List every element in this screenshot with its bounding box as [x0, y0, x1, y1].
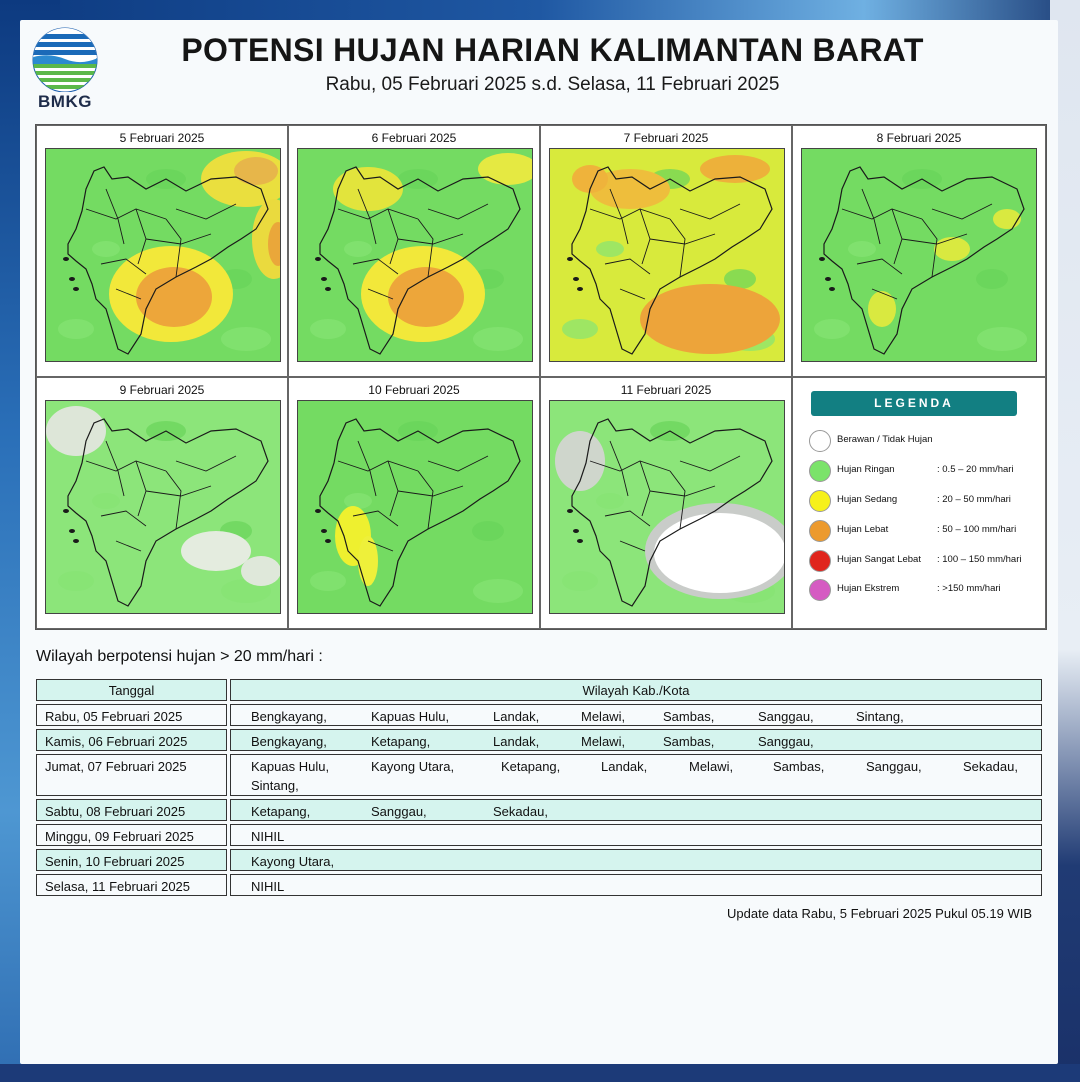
rainfall-map: [801, 148, 1037, 362]
rainfall-map-svg: [298, 149, 532, 361]
map-panel: [288, 125, 540, 377]
region-name: Sanggau,: [371, 804, 427, 819]
region-name: Sambas,: [663, 734, 715, 749]
region-name: Sekadau,: [963, 759, 1018, 774]
legend-item: [809, 550, 1039, 572]
region-name: Kapuas Hulu,: [251, 759, 330, 774]
table-header-row: [36, 679, 1042, 701]
map-date-label: 8 Februari 2025: [876, 131, 962, 145]
legend-swatch: [809, 490, 831, 512]
region-name: NIHIL: [251, 829, 285, 844]
legend-name: Hujan Sedang: [837, 494, 898, 505]
rain-texture: [310, 319, 346, 339]
rainfall-map-svg: [298, 401, 532, 613]
rainfall-map: [297, 400, 533, 614]
page-title: POTENSI HUJAN HARIAN KALIMANTAN BARAT: [181, 32, 924, 68]
row-areas: [230, 874, 1042, 896]
island: [829, 287, 835, 291]
table-row: [36, 874, 1042, 896]
rainfall-map: [549, 400, 785, 614]
rain-texture: [221, 327, 271, 351]
rainfall-map: [45, 400, 281, 614]
rain-intensity-area: [868, 291, 896, 327]
map-panel: [36, 125, 288, 377]
island: [825, 277, 831, 281]
island: [325, 539, 331, 543]
table-row: [36, 849, 1042, 871]
section-label: Wilayah berpotensi hujan > 20 mm/hari :: [36, 648, 323, 665]
map-date-label: 6 Februari 2025: [371, 131, 457, 145]
rainfall-map: [45, 148, 281, 362]
legend-name: Hujan Ekstrem: [837, 583, 900, 594]
region-name: Sambas,: [773, 759, 825, 774]
island: [573, 529, 579, 533]
row-areas: [230, 754, 1042, 796]
rain-texture: [473, 327, 523, 351]
infographic-card: [20, 20, 1058, 1064]
legend-swatch: [809, 550, 831, 572]
row-date: Rabu, 05 Februari 2025: [36, 704, 227, 726]
rainfall-map: [549, 148, 785, 362]
rain-texture: [473, 579, 523, 603]
table-header-areas: Wilayah Kab./Kota: [230, 679, 1042, 701]
legend-swatch: [809, 520, 831, 542]
island: [321, 277, 327, 281]
map-date-label: 5 Februari 2025: [119, 131, 205, 145]
rain-intensity-area: [934, 237, 970, 261]
background-band-bottom: [0, 1064, 1080, 1082]
rain-texture: [310, 571, 346, 591]
region-name: Melawi,: [581, 709, 626, 724]
island: [321, 529, 327, 533]
legend-item: [809, 579, 1039, 601]
island: [69, 277, 75, 281]
legend-range: : 0.5 – 20 mm/hari: [937, 464, 1014, 475]
legend-item: [809, 490, 1039, 512]
island: [819, 257, 825, 261]
rain-texture: [58, 319, 94, 339]
rain-intensity-area: [640, 284, 780, 354]
rain-texture: [58, 571, 94, 591]
region-name: Sanggau,: [758, 709, 814, 724]
rain-texture: [562, 571, 598, 591]
rain-texture: [977, 327, 1027, 351]
legend-item: [809, 460, 1039, 482]
legend-name: Berawan / Tidak Hujan: [837, 434, 933, 445]
region-name: Sanggau,: [866, 759, 922, 774]
island: [567, 509, 573, 513]
table-row: [36, 754, 1042, 796]
rainfall-map-svg: [550, 149, 784, 361]
row-date: Selasa, 11 Februari 2025: [36, 874, 227, 896]
island: [73, 539, 79, 543]
region-name: Melawi,: [581, 734, 626, 749]
row-date: Jumat, 07 Februari 2025: [36, 754, 227, 796]
legend-swatch: [809, 579, 831, 601]
map-panel: [792, 125, 1046, 377]
region-name: Ketapang,: [501, 759, 561, 774]
rain-intensity-area: [46, 406, 106, 456]
island: [325, 287, 331, 291]
table-row: [36, 824, 1042, 846]
row-areas: [230, 729, 1042, 751]
region-name: Kayong Utara,: [251, 854, 335, 869]
rain-texture: [92, 493, 120, 509]
island: [573, 277, 579, 281]
rain-intensity-area: [136, 267, 212, 327]
page-subtitle: Rabu, 05 Februari 2025 s.d. Selasa, 11 Februari 2025: [325, 74, 780, 95]
map-panel: [36, 377, 288, 629]
table-row: [36, 799, 1042, 821]
rain-texture: [596, 241, 624, 257]
legend-range: : >150 mm/hari: [937, 583, 1001, 594]
rainfall-map: [297, 148, 533, 362]
table-row: [36, 704, 1042, 726]
region-name: Ketapang,: [251, 804, 311, 819]
rain-intensity-area: [993, 209, 1021, 229]
legend-item: [809, 520, 1039, 542]
region-name: NIHIL: [251, 879, 285, 894]
region-name: Bengkayang,: [251, 709, 327, 724]
row-date: Senin, 10 Februari 2025: [36, 849, 227, 871]
island: [69, 529, 75, 533]
row-areas: [230, 799, 1042, 821]
rain-intensity-area: [654, 513, 784, 593]
row-date: Kamis, 06 Februari 2025: [36, 729, 227, 751]
island: [73, 287, 79, 291]
rain-texture: [92, 241, 120, 257]
region-name: Sintang,: [856, 709, 904, 724]
island: [63, 257, 69, 261]
rainfall-map-svg: [550, 401, 784, 613]
bmkg-logo-text: BMKG: [38, 92, 92, 111]
rain-texture: [562, 319, 598, 339]
map-date-label: 11 Februari 2025: [620, 383, 712, 397]
map-date-label: 9 Februari 2025: [119, 383, 205, 397]
region-name: Ketapang,: [371, 734, 431, 749]
region-name: Landak,: [493, 734, 540, 749]
legend-swatch: [809, 430, 831, 452]
table-row: [36, 729, 1042, 751]
legend-range: : 100 – 150 mm/hari: [937, 554, 1022, 565]
island: [567, 257, 573, 261]
table-header-date: Tanggal: [36, 679, 227, 701]
rain-intensity-area: [234, 157, 278, 185]
region-name: Kayong Utara,: [371, 759, 455, 774]
map-panel: [288, 377, 540, 629]
island: [63, 509, 69, 513]
region-name: Landak,: [601, 759, 648, 774]
legend-item: [809, 430, 1039, 452]
region-name: Sambas,: [663, 709, 715, 724]
legend-name: Hujan Lebat: [837, 524, 889, 535]
row-areas: [230, 704, 1042, 726]
row-areas: [230, 824, 1042, 846]
legend-title: LEGENDA: [811, 391, 1017, 416]
rain-texture: [976, 269, 1008, 289]
map-panel: [540, 377, 792, 629]
rain-texture: [848, 241, 876, 257]
rain-intensity-area: [181, 531, 251, 571]
island: [577, 539, 583, 543]
rain-texture: [596, 493, 624, 509]
legend-panel: [792, 377, 1046, 629]
map-date-label: 10 Februari 2025: [368, 383, 460, 397]
legend-swatch: [809, 460, 831, 482]
map-date-label: 7 Februari 2025: [623, 131, 709, 145]
island: [315, 509, 321, 513]
island: [315, 257, 321, 261]
region-name: Bengkayang,: [251, 734, 327, 749]
region-name: Sekadau,: [493, 804, 548, 819]
region-name: Kapuas Hulu,: [371, 709, 450, 724]
rain-intensity-area: [700, 155, 770, 183]
region-name: Melawi,: [689, 759, 734, 774]
rain-texture: [344, 493, 372, 509]
legend-name: Hujan Sangat Lebat: [837, 554, 921, 565]
rain-intensity-area: [388, 267, 464, 327]
row-areas: [230, 849, 1042, 871]
region-name: Landak,: [493, 709, 540, 724]
legend-range: : 20 – 50 mm/hari: [937, 494, 1011, 505]
rainfall-map-svg: [46, 149, 280, 361]
rainfall-map-svg: [46, 401, 280, 613]
region-name: Sintang,: [251, 778, 299, 793]
rain-texture: [344, 241, 372, 257]
region-name: Sanggau,: [758, 734, 814, 749]
update-note: Update data Rabu, 5 Februari 2025 Pukul 05.19 WIB: [727, 906, 1032, 921]
rain-texture: [814, 319, 850, 339]
legend-range: : 50 – 100 mm/hari: [937, 524, 1017, 535]
background-band-top: [0, 0, 1080, 20]
island: [577, 287, 583, 291]
rain-intensity-area: [333, 167, 403, 211]
legend-name: Hujan Ringan: [837, 464, 895, 475]
map-grid: [35, 124, 1047, 630]
map-panel: [540, 125, 792, 377]
rain-texture: [472, 521, 504, 541]
row-date: Sabtu, 08 Februari 2025: [36, 799, 227, 821]
row-date: Minggu, 09 Februari 2025: [36, 824, 227, 846]
rain-intensity-area: [241, 556, 280, 586]
rainfall-map-svg: [802, 149, 1036, 361]
